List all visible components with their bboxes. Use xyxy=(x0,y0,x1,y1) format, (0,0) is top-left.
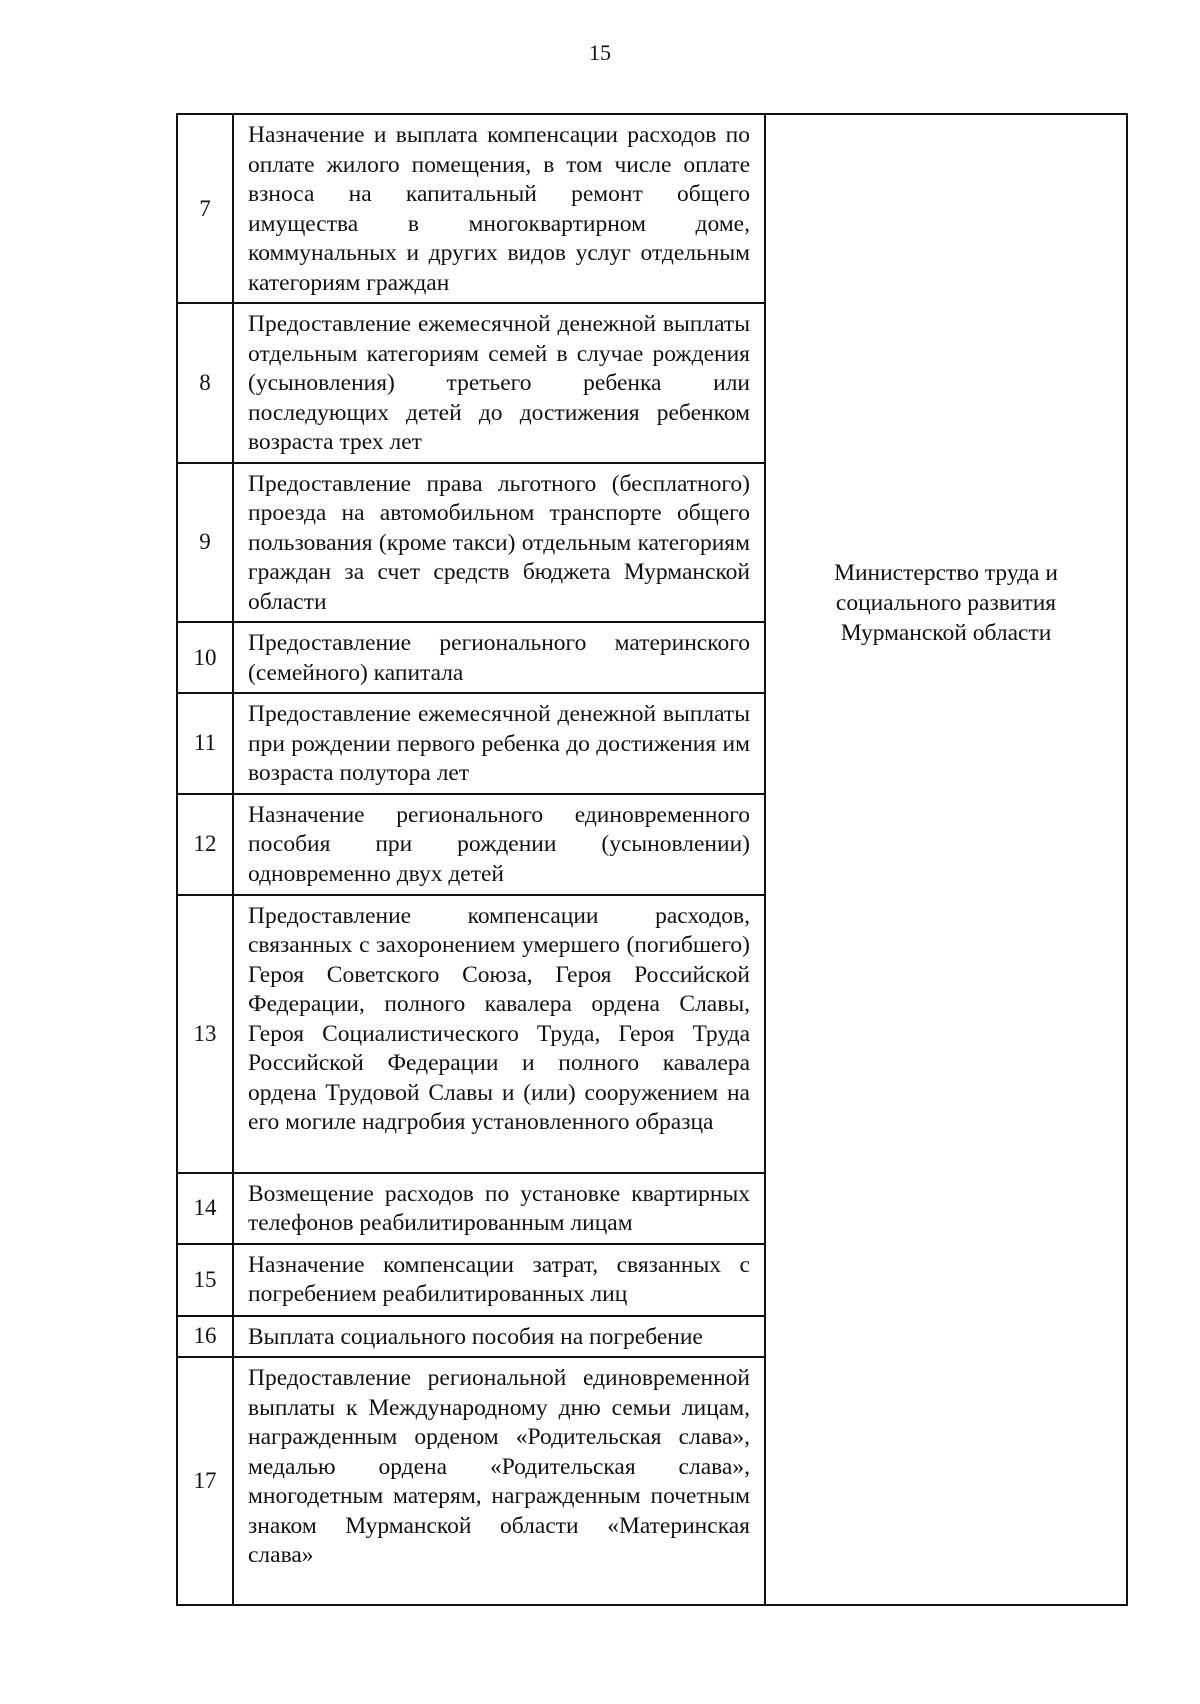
row-number: 13 xyxy=(177,895,233,1173)
table-row xyxy=(177,114,1127,303)
row-number: 17 xyxy=(177,1357,233,1605)
organization-line: Мурманской области xyxy=(840,620,1052,646)
services-table xyxy=(176,113,1128,1606)
row-number: 8 xyxy=(177,303,233,463)
service-name: Возмещение расходов по установке квартирных телефонов реабилитированным лицам xyxy=(233,1173,765,1244)
service-name: Предоставление ежемесячной денежной выплаты отдельным категориям семей в случае рождения (усыновления) третьего ребенка или последующих детей до достижения ребенком возраста трех лет xyxy=(233,303,765,463)
row-number: 10 xyxy=(177,622,233,693)
page-number: 15 xyxy=(589,40,611,65)
service-name: Назначение и выплата компенсации расходов по оплате жилого помещения, в том числе оплате взноса на капитальный ремонт общего имущества в многоквартирном доме, коммунальных и других видов услуг отдельным категориям граждан xyxy=(233,114,765,303)
service-name: Предоставление регионального материнского (семейного) капитала xyxy=(233,622,765,693)
row-number: 12 xyxy=(177,794,233,895)
service-name: Предоставление права льготного (бесплатного) проезда на автомобильном транспорте общего пользования (кроме такси) отдельным категориям граждан за счет средств бюджета Мурманской области xyxy=(233,463,765,623)
organization-line: социального развития xyxy=(835,590,1057,616)
service-name: Назначение компенсации затрат, связанных с погребением реабилитированных лиц xyxy=(233,1244,765,1316)
row-number: 9 xyxy=(177,463,233,623)
organization-line: Министерство труда и xyxy=(834,560,1058,586)
responsible-organization xyxy=(765,114,1127,1605)
row-number: 14 xyxy=(177,1173,233,1244)
service-name: Предоставление компенсации расходов, связанных с захоронением умершего (погибшего) Героя Советского Союза, Героя Российской Федерации, полного кавалера ордена Славы, Героя Социалистического Труда, Героя Труда Российской Федерации и полного кавалера ордена Трудовой Славы и (или) сооружением на его могиле надгробия установленного образца xyxy=(233,895,765,1173)
row-number: 16 xyxy=(177,1316,233,1358)
row-number: 11 xyxy=(177,693,233,794)
service-name: Выплата социального пособия на погребение xyxy=(233,1316,765,1358)
service-name: Предоставление региональной единовременной выплаты к Международному дню семьи лицам, награжденным орденом «Родительская слава», медалью ордена «Родительская слава», многодетным матерям, награжденным почетным знаком Мурманской области «Материнская слава» xyxy=(233,1357,765,1605)
service-name: Назначение регионального единовременного пособия при рождении (усыновлении) одновременно двух детей xyxy=(233,794,765,895)
row-number: 15 xyxy=(177,1244,233,1316)
row-number: 7 xyxy=(177,114,233,303)
service-name: Предоставление ежемесячной денежной выплаты при рождении первого ребенка до достижения им возраста полутора лет xyxy=(233,693,765,794)
